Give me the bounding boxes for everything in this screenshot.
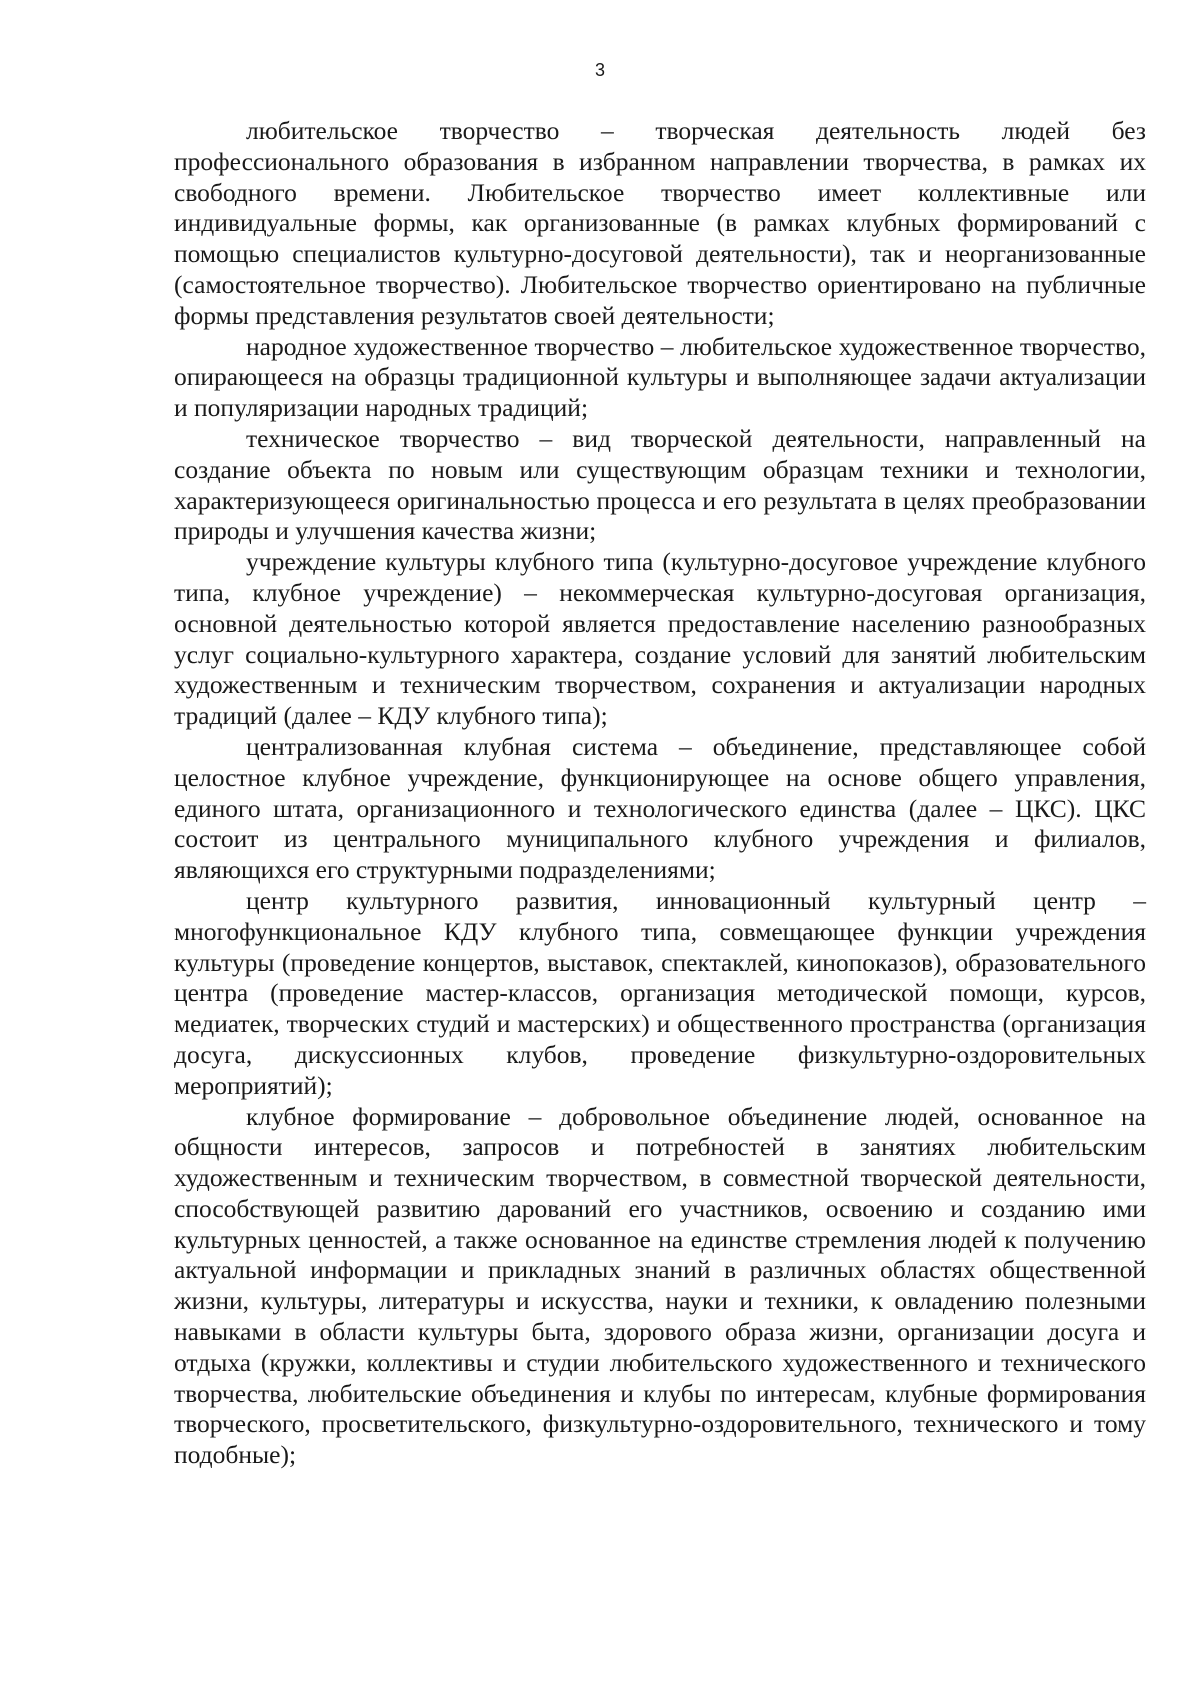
paragraph-folk-art: народное художественное творчество – любительское художественное творчество, опирающееся на образцы традиционной культуры и выполняющее задачи актуализации и популяризации народных традиций; [174, 331, 1146, 423]
paragraph-club-formation: клубное формирование – добровольное объединение людей, основанное на общности интересов, запросов и потребностей в занятиях любительским художественным и техническим творчеством, в совместной творческой деятельности, способствующей развитию дарований его участников, освоению и созданию ими культурных ценностей, а также основанное на единстве стремления людей к получению актуальной информации и прикладных знаний в различных областях общественной жизни, культуры, литературы и искусства, науки и техники, к овладению полезными навыками в области культуры быта, здорового образа жизни, организации досуга и отдыха (кружки, коллективы и студии любительского художественного и технического творчества, любительские объединения и клубы по интересам, клубные формирования творческого, просветительского, физкультурно-оздоровительного, технического и тому подобные); [174, 1101, 1146, 1470]
paragraph-centralized-club-system: централизованная клубная система – объединение, представляющее собой целостное клубное учреждение, функционирующее на основе общего управления, единого штата, организационного и технологического единства (далее – ЦКС). ЦКС состоит из центрального муниципального клубного учреждения и филиалов, являющихся его структурными подразделениями; [174, 731, 1146, 885]
document-body [174, 116, 1146, 1471]
paragraph-technical-creativity: техническое творчество – вид творческой деятельности, направленный на создание объекта по новым или существующим образцам техники и технологии, характеризующееся оригинальностью процесса и его результата в целях преобразовании природы и улучшения качества жизни; [174, 423, 1146, 546]
paragraph-club-institution: учреждение культуры клубного типа (культурно-досуговое учреждение клубного типа, клубное учреждение) – некоммерческая культурно-досуговая организация, основной деятельностью которой является предоставление населению разнообразных услуг социально-культурного характера, создание условий для занятий любительским художественным и техническим творчеством, сохранения и актуализации народных традиций (далее – КДУ клубного типа); [174, 547, 1146, 731]
paragraph-cultural-development-center: центр культурного развития, инновационный культурный центр – многофункциональное КДУ клубного типа, совмещающее функции учреждения культуры (проведение концертов, выставок, спектаклей, кинопоказов), образовательного центра (проведение мастер-классов, организация методической помощи, курсов, медиатек, творческих студий и мастерских) и общественного пространства (организация досуга, дискуссионных клубов, проведение физкультурно-оздоровительных мероприятий); [174, 885, 1146, 1100]
paragraph-amateur-creativity: любительское творчество – творческая деятельность людей без профессионального образования в избранном направлении творчества, в рамках их свободного времени. Любительское творчество имеет коллективные или индивидуальные формы, как организованные (в рамках клубных формирований с помощью специалистов культурно-досуговой деятельности), так и неорганизованные (самостоятельное творчество). Любительское творчество ориентировано на публичные формы представления результатов своей деятельности; [174, 116, 1146, 330]
page-number: 3 [594, 60, 605, 80]
